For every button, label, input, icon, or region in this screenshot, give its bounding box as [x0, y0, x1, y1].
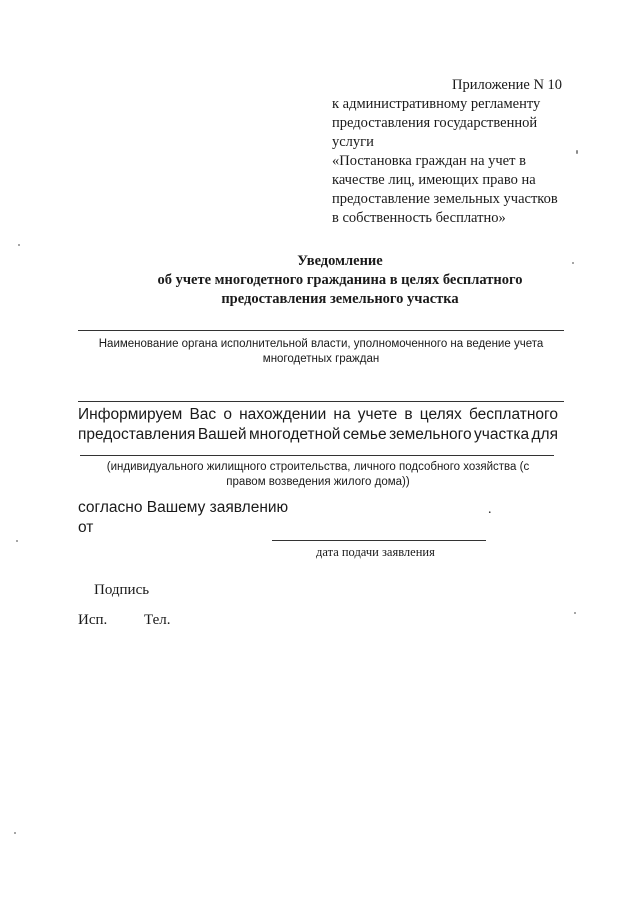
application-period: . — [488, 502, 492, 517]
appendix-line: предоставления государственной — [332, 115, 538, 131]
heading-subtitle-line: об учете многодетного гражданина в целях бесплатного — [157, 272, 523, 288]
paragraph-line-1 — [78, 405, 558, 425]
phone-label: Тел. — [144, 612, 171, 628]
heading-title: Уведомление — [297, 253, 383, 269]
word: предоставления — [78, 426, 196, 443]
signature-label: Подпись — [94, 582, 150, 598]
word: участка — [474, 426, 530, 443]
purpose-caption-line: (индивидуального жилищного строительства, личного подсобного хозяйства (с — [106, 461, 530, 473]
scan-speck — [18, 244, 20, 246]
word: на — [333, 406, 351, 423]
purpose-caption-line: правом возведения жилого дома)) — [226, 476, 410, 488]
word: в — [404, 406, 413, 423]
appendix-line: качестве лиц, имеющих право на — [332, 172, 536, 188]
word: бесплатного — [468, 406, 558, 423]
appendix-line: к административному регламенту — [332, 96, 541, 112]
authority-name-line — [78, 330, 564, 331]
word: многодетной — [248, 426, 341, 443]
authority-caption — [78, 337, 564, 367]
scan-speck — [572, 262, 574, 264]
word: Информируем — [78, 406, 183, 423]
heading-subtitle-line: предоставления земельного участка — [221, 291, 459, 307]
appendix-title: Приложение N 10 — [452, 77, 563, 93]
appendix-line: услуги — [332, 134, 374, 150]
notification-paragraph — [78, 405, 558, 445]
scan-speck — [576, 150, 578, 154]
word: целях — [419, 406, 462, 423]
appendix-line: в собственность бесплатно» — [332, 210, 506, 226]
application-reference — [78, 498, 288, 538]
word: о — [223, 406, 232, 423]
paragraph-line-2 — [78, 425, 558, 445]
word: земельного — [389, 426, 472, 443]
scan-speck — [16, 540, 18, 542]
appendix-line: предоставление земельных участков — [332, 191, 558, 207]
scan-speck — [574, 612, 576, 614]
purpose-line — [80, 455, 554, 456]
scan-speck — [14, 832, 16, 834]
purpose-caption — [80, 460, 556, 490]
word: для — [531, 426, 558, 443]
appendix-reference — [332, 95, 582, 228]
authority-name-line-2 — [78, 401, 564, 402]
word: учете — [357, 406, 398, 423]
word: нахождении — [239, 406, 327, 423]
appendix-line: «Постановка граждан на учет в — [332, 153, 526, 169]
word: семье — [342, 426, 387, 443]
application-date-caption: дата подачи заявления — [316, 545, 435, 559]
word: Вашей — [197, 426, 247, 443]
application-date-line — [272, 540, 486, 541]
executor-label: Исп. — [78, 612, 108, 628]
application-from: от — [78, 519, 94, 536]
authority-caption-line: Наименование органа исполнительной власти, уполномоченного на ведение учета — [98, 338, 544, 350]
word: Вас — [189, 406, 217, 423]
authority-caption-line: многодетных граждан — [262, 353, 380, 365]
application-line: согласно Вашему заявлению — [78, 499, 289, 516]
document-heading — [100, 252, 580, 309]
